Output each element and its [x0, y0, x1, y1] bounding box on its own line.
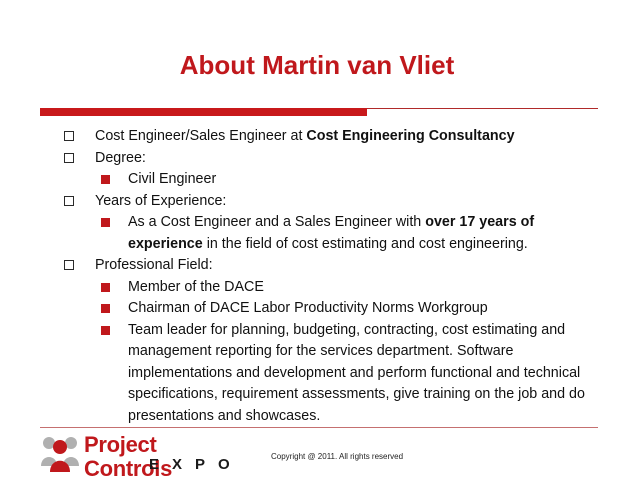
footer-divider	[40, 427, 598, 428]
sub-bullet-field	[0, 320, 638, 428]
experience-suffix: in the field of cost estimating and cost engineering.	[202, 235, 528, 252]
bullet-role	[0, 126, 638, 148]
title-underline-thin	[367, 108, 598, 109]
sub-bullet-degree	[0, 169, 638, 191]
field-item-text: Chairman of DACE Labor Productivity Norms Workgroup	[128, 300, 488, 316]
sub-bullet-field	[0, 298, 638, 320]
three-people-logo-icon	[40, 434, 80, 472]
hollow-square-bullet-icon	[64, 153, 74, 163]
sub-bullet-experience	[0, 212, 638, 255]
experience-label: Years of Experience:	[95, 192, 227, 209]
filled-square-bullet-icon	[101, 283, 110, 292]
bullet-professional-field	[0, 255, 638, 277]
logo-name: Project Controls	[84, 432, 173, 481]
field-item-text: Team leader for planning, budgeting, contracting, cost estimating and management reporting for the services department. Software implementations and development and perform functional and technical specifications, requirement assessments, give training on the job and do presentations and showcases.	[128, 321, 585, 424]
filled-square-bullet-icon	[101, 326, 110, 335]
role-text: Cost Engineer/Sales Engineer at	[95, 128, 307, 144]
hollow-square-bullet-icon	[64, 260, 74, 270]
slide-title-text: About Martin van Vliet	[179, 50, 455, 80]
copyright-notice: Copyright @ 2011. All rights reserved	[271, 452, 404, 461]
field-label: Professional Field:	[95, 257, 213, 273]
slide-title	[0, 48, 638, 82]
filled-square-bullet-icon	[101, 304, 110, 313]
role-company: Cost Engineering Consultancy	[306, 128, 515, 144]
bullet-list	[0, 126, 638, 427]
experience-highlight: over 17 years of experience	[128, 214, 535, 252]
logo-sub: EXPO	[149, 456, 243, 473]
degree-label: Degree:	[95, 149, 146, 166]
bullet-experience	[0, 191, 638, 213]
hollow-square-bullet-icon	[64, 196, 74, 206]
field-item-text: Member of the DACE	[128, 278, 264, 295]
sub-bullet-field	[0, 277, 638, 299]
filled-square-bullet-icon	[101, 175, 110, 184]
project-controls-expo-logo	[40, 432, 243, 481]
filled-square-bullet-icon	[101, 218, 110, 227]
hollow-square-bullet-icon	[64, 131, 74, 141]
bullet-degree	[0, 148, 638, 170]
experience-prefix: As a Cost Engineer and a Sales Engineer with	[128, 214, 426, 230]
title-underline-thick	[40, 108, 367, 116]
degree-value: Civil Engineer	[128, 171, 217, 187]
